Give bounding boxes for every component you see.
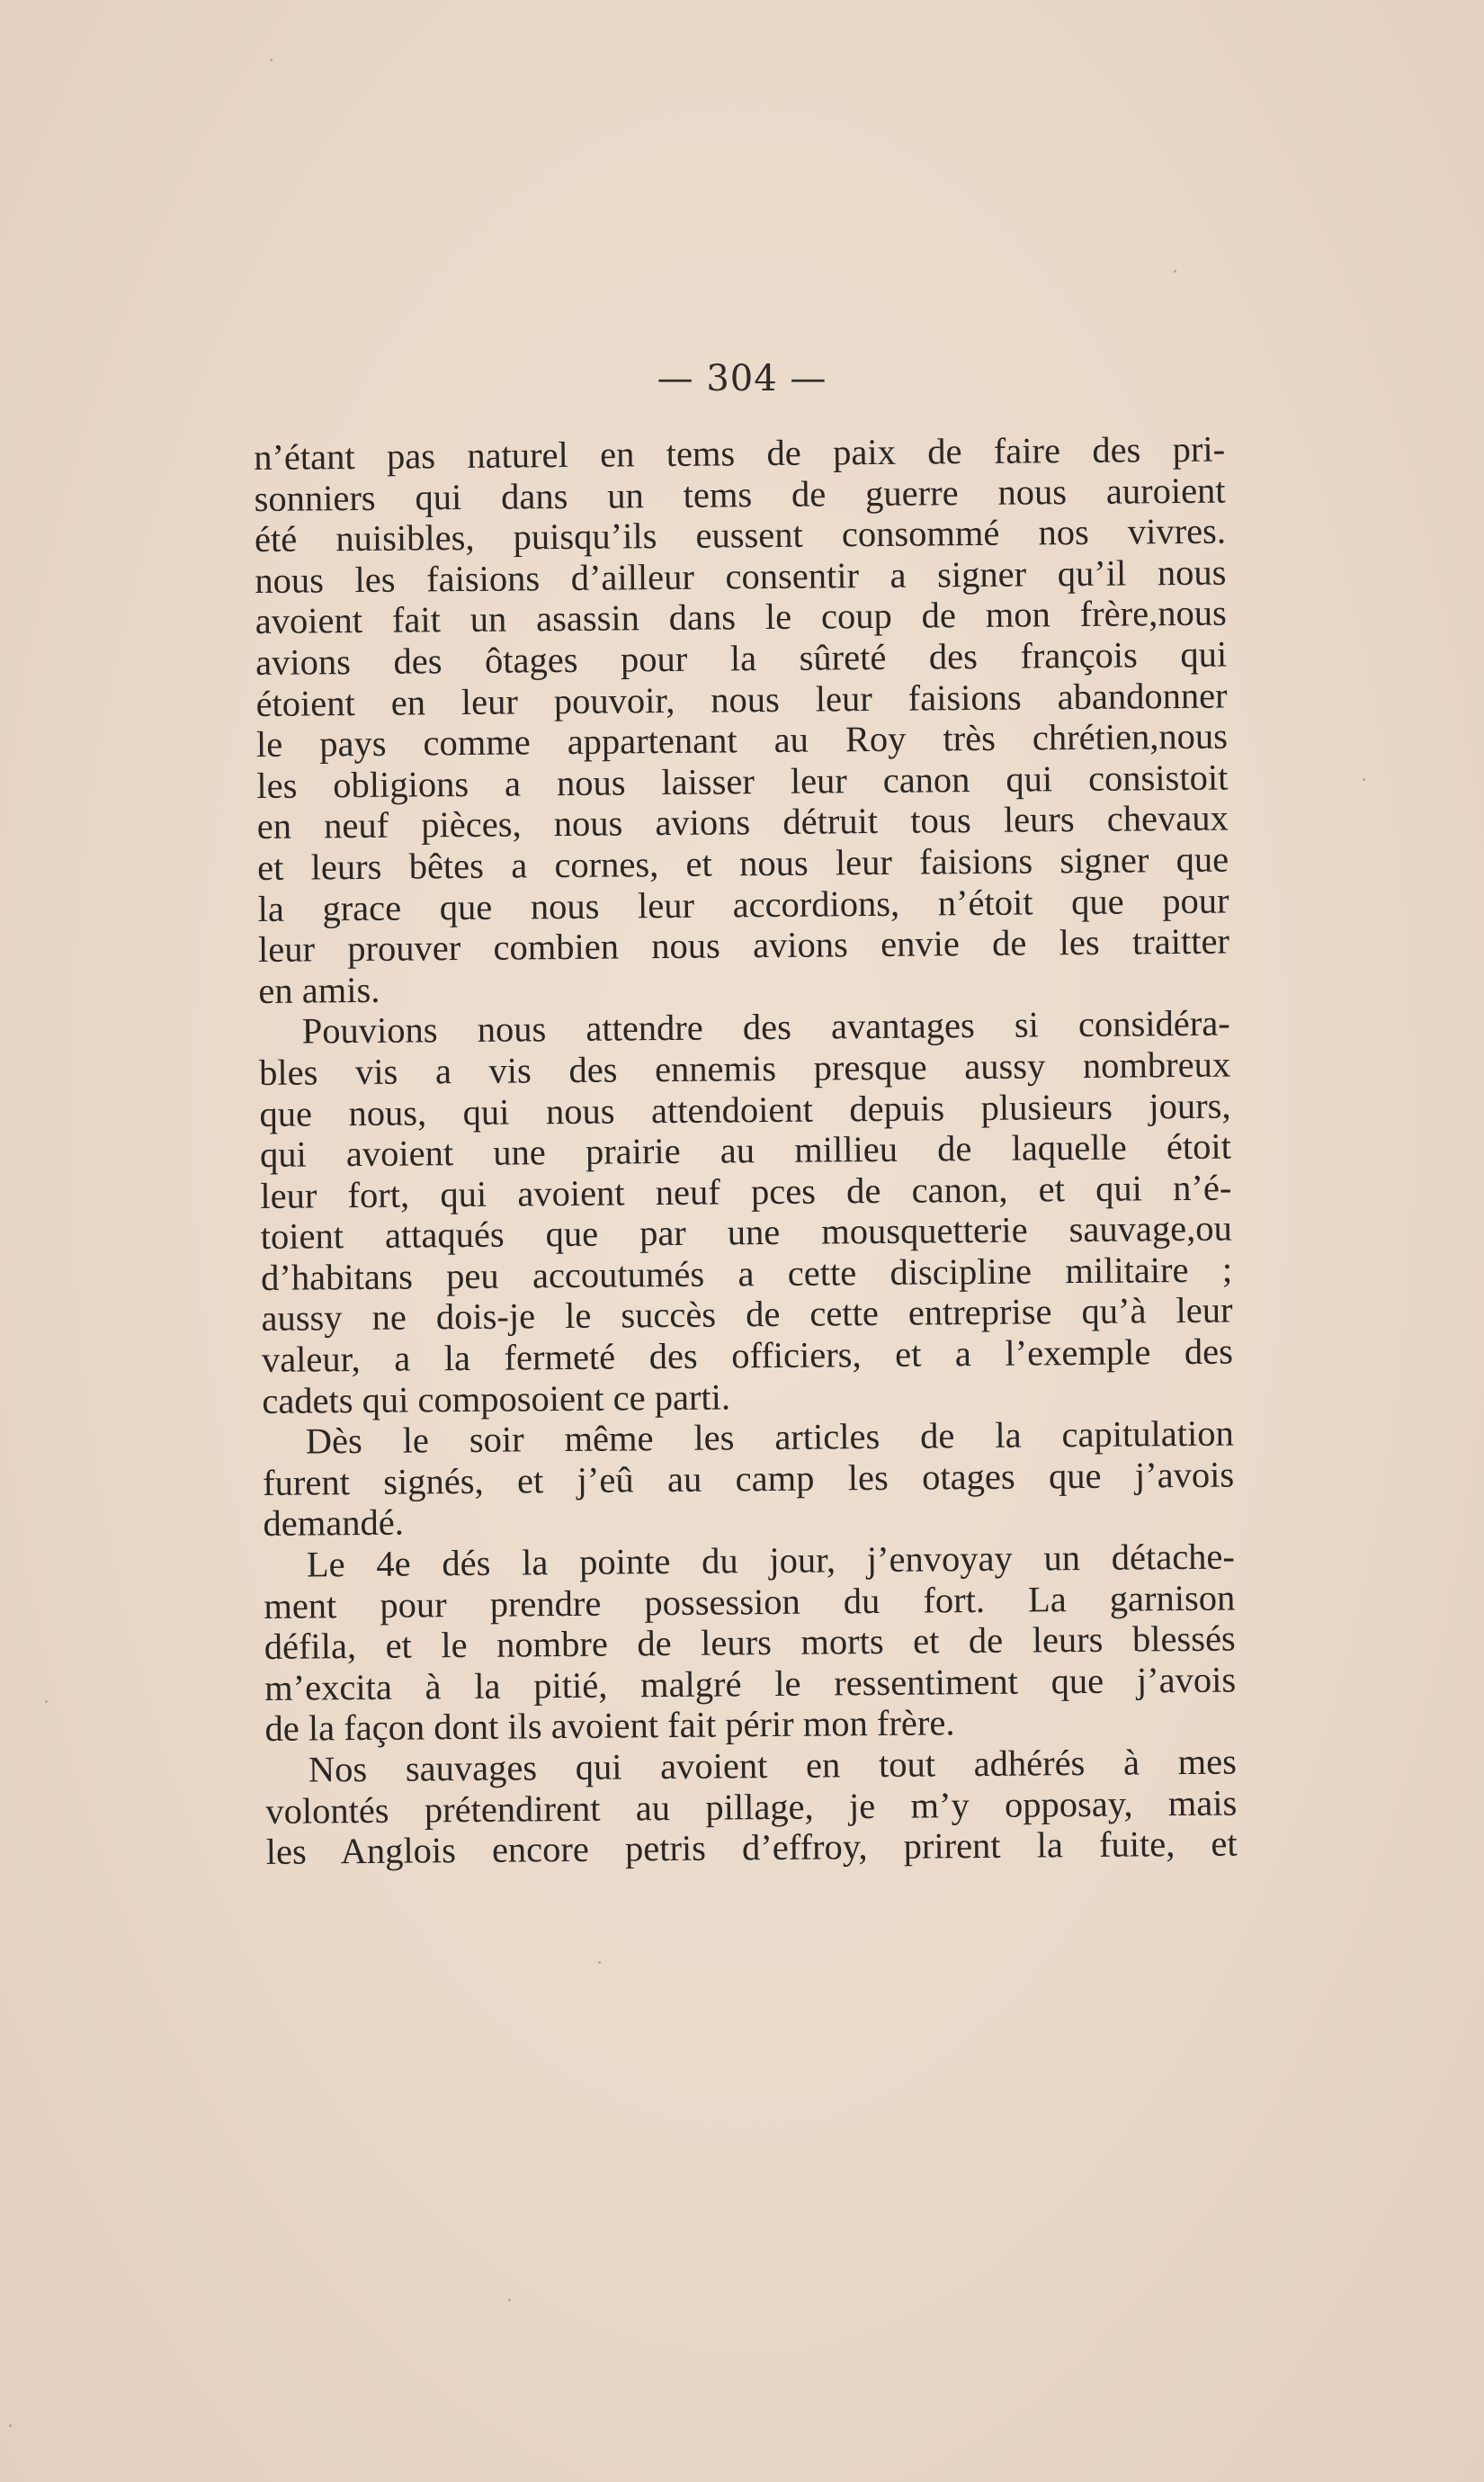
text-line: leur fort, qui avoient neuf pces de canon, et qui n’é-: [260, 1167, 1232, 1216]
text-line: Dès le soir même les articles de la capitulation: [305, 1412, 1234, 1462]
text-line: défila, et le nombre de leurs morts et de leurs blessés: [264, 1617, 1236, 1668]
text-line: cadets qui composoient ce parti.: [262, 1376, 731, 1421]
text-line: leur prouver combien nous avions envie de les traitter: [257, 920, 1230, 971]
paper-speck: [1363, 778, 1365, 781]
text-line: avions des ôtages pour la sûreté des françois qui: [255, 633, 1228, 683]
text-line: qui avoient une prairie au millieu de laquelle étoit: [259, 1125, 1232, 1176]
text-line: furent signés, et j’eû au camp les otages que j’avois: [262, 1454, 1235, 1503]
text-line: les Anglois encore petris d’effroy, prirent la fuite, et: [265, 1823, 1238, 1873]
text-line: les obligions a nous laisser leur canon qui consistoit: [256, 757, 1229, 806]
text-line: volontés prétendirent au pillage, je m’y opposay, mais: [265, 1782, 1238, 1832]
body-text: [254, 429, 1238, 1873]
text-line: bles vis a vis des ennemis presque aussy nombreux: [258, 1044, 1231, 1093]
paper-speck: [9, 2424, 12, 2427]
text-line: que nous, qui nous attendoient depuis plusieurs jours,: [259, 1085, 1231, 1134]
text-line: toient attaqués que par une mousquetterie sauvage,ou: [260, 1207, 1232, 1258]
text-line: ment pour prendre possession du fort. La garnison: [264, 1577, 1236, 1626]
text-line: valeur, a la fermeté des officiers, et a l’exemple des: [261, 1331, 1234, 1381]
text-line: m’excita à la pitié, malgré le ressentiment que j’avois: [264, 1659, 1237, 1708]
text-line: en amis.: [258, 969, 380, 1011]
text-line: étoient en leur pouvoir, nous leur faisions abandonner: [255, 675, 1228, 724]
text-line: Le 4e dés la pointe du jour, j’envoyay un détache-: [306, 1536, 1236, 1585]
text-line: demandé.: [263, 1502, 405, 1545]
text-line: sonniers qui dans un tems de guerre nous auroient: [254, 470, 1226, 519]
text-line: nous les faisions d’ailleur consentir a signer qu’il nous: [255, 551, 1227, 601]
text-line: n’étant pas naturel en tems de paix de faire des pri-: [254, 428, 1226, 478]
text-line: la grace que nous leur accordions, n’étoit que pour: [257, 880, 1229, 929]
paper-speck: [270, 58, 273, 61]
text-line: Pouvions nous attendre des avantages si considéra-: [301, 1002, 1230, 1052]
text-line: le pays comme appartenant au Roy très chrétien,nous: [255, 715, 1229, 766]
text-line: et leurs bêtes a cornes, et nous leur faisions signer que: [256, 838, 1229, 888]
text-line: en neuf pièces, nous avions détruit tous leurs chevaux: [256, 797, 1229, 847]
paper-speck: [508, 2298, 511, 2301]
text-line: avoient fait un asassin dans le coup de mon frère,nous: [255, 592, 1227, 642]
paper-speck: [1174, 270, 1176, 273]
text-line: d’habitans peu accoutumés a cette discipline militaire ;: [260, 1249, 1233, 1298]
page-number: — 304 —: [657, 358, 827, 399]
paper-speck: [598, 1961, 601, 1964]
text-line: de la façon dont ils avoient fait périr mon frère.: [264, 1702, 955, 1750]
text-line: aussy ne dois-je le succès de cette entreprise qu’à leur: [261, 1290, 1233, 1340]
paper-speck: [45, 1700, 48, 1703]
text-line: été nuisibles, puisqu’ils eussent consommé nos vivres.: [254, 510, 1227, 560]
text-line: Nos sauvages qui avoient en tout adhérés à mes: [308, 1741, 1238, 1790]
